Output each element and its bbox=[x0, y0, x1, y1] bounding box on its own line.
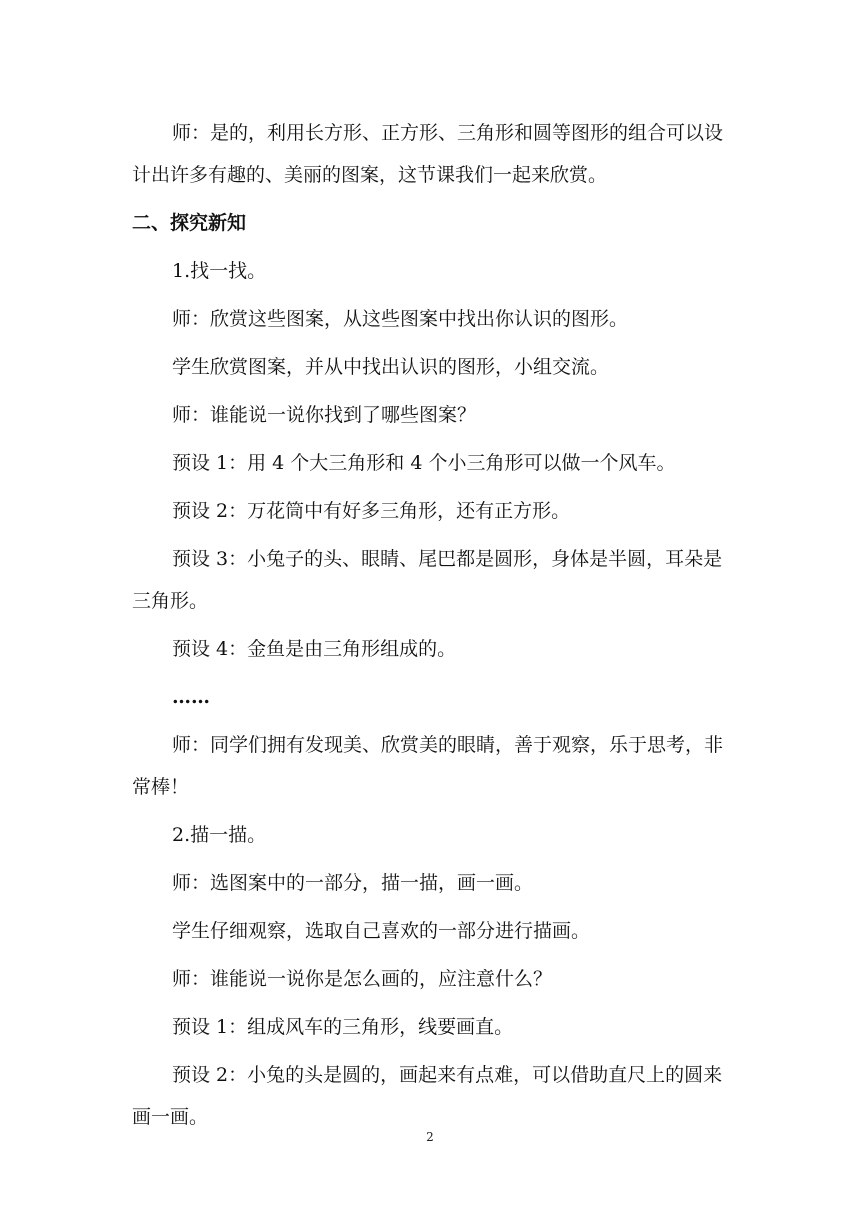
part1-line: 学生欣赏图案，并从中找出认识的图形，小组交流。 bbox=[172, 356, 610, 378]
part1-line: 预设 1：用 4 个大三角形和 4 个小三角形可以做一个风车。 bbox=[172, 452, 676, 474]
section-heading: 二、探究新知 bbox=[132, 212, 247, 234]
part1-title: 1.找一找。 bbox=[172, 260, 267, 282]
part1-line: 师：欣赏这些图案，从这些图案中找出你认识的图形。 bbox=[172, 308, 629, 330]
part1-line: 师：谁能说一说你找到了哪些图案？ bbox=[172, 404, 477, 426]
part1-line: 预设 2：万花筒中有好多三角形，还有正方形。 bbox=[172, 500, 571, 522]
part1-line: 预设 4：金鱼是由三角形组成的。 bbox=[172, 638, 457, 660]
part2-line: 师：谁能说一说你是怎么画的，应注意什么？ bbox=[172, 968, 553, 990]
part1-closing: 师：同学们拥有发现美、欣赏美的眼睛，善于观察，乐于思考，非常棒！ bbox=[132, 734, 724, 798]
part2-line: 预设 1：组成风车的三角形，线要画直。 bbox=[172, 1016, 514, 1038]
part2-line: 师：选图案中的一部分，描一描，画一画。 bbox=[172, 872, 534, 894]
ellipsis: …… bbox=[172, 686, 210, 708]
part2-line: 学生仔细观察，选取自己喜欢的一部分进行描画。 bbox=[172, 920, 591, 942]
document-body bbox=[132, 112, 732, 1138]
part2-title: 2.描一描。 bbox=[172, 824, 267, 846]
part2-line: 预设 2：小兔的头是圆的，画起来有点难，可以借助直尺上的圆来画一画。 bbox=[132, 1064, 723, 1128]
page-number: 2 bbox=[426, 1130, 434, 1144]
intro-paragraph: 师：是的，利用长方形、正方形、三角形和圆等图形的组合可以设计出许多有趣的、美丽的图案，这节课我们一起来欣赏。 bbox=[132, 122, 724, 186]
part1-line: 预设 3：小兔子的头、眼睛、尾巴都是圆形，身体是半圆，耳朵是三角形。 bbox=[132, 548, 723, 612]
